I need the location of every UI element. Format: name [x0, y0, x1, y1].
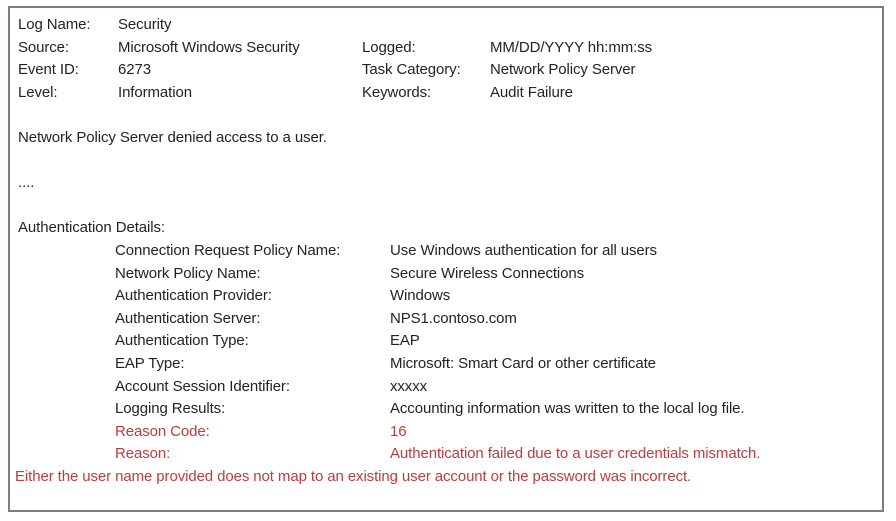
event-description: Network Policy Server denied access to a user. — [18, 128, 327, 146]
detail-row-connection-request-policy-name — [10, 240, 882, 263]
spacer — [10, 150, 882, 173]
detail-row-eap-type — [10, 353, 882, 376]
detail-value: Microsoft: Smart Card or other certificate — [390, 354, 656, 372]
task-category-value: Network Policy Server — [490, 61, 636, 79]
detail-label: Reason: — [115, 445, 171, 463]
header-empty-label — [362, 14, 490, 37]
keywords-label: Keywords: — [362, 83, 432, 101]
detail-label: EAP Type: — [115, 354, 185, 372]
keywords-value: Audit Failure — [490, 83, 573, 101]
detail-value: Accounting information was written to the local log file. — [390, 400, 745, 418]
header-empty-value — [490, 14, 882, 37]
detail-row-logging-results — [10, 398, 882, 421]
detail-row-authentication-server — [10, 308, 882, 331]
logged-value: MM/DD/YYYY hh:mm:ss — [490, 38, 653, 56]
detail-row-reason-code — [10, 421, 882, 444]
task-category-label: Task Category: — [362, 61, 461, 79]
detail-label: Account Session Identifier: — [115, 377, 290, 395]
detail-label: Network Policy Name: — [115, 264, 261, 282]
source-value: Microsoft Windows Security — [118, 38, 300, 56]
header-row-source — [10, 37, 882, 60]
event-id-label: Event ID: — [18, 61, 79, 79]
detail-row-authentication-type — [10, 330, 882, 353]
level-value: Information — [118, 83, 192, 101]
spacer — [10, 104, 882, 127]
detail-row-network-policy-name — [10, 263, 882, 286]
detail-value: Use Windows authentication for all users — [390, 241, 657, 259]
detail-value: NPS1.contoso.com — [390, 309, 517, 327]
event-id-value: 6273 — [118, 61, 151, 79]
detail-value: Windows — [390, 287, 451, 305]
detail-row-authentication-provider — [10, 285, 882, 308]
event-log-content — [10, 8, 882, 488]
header-row-log-name — [10, 14, 882, 37]
detail-label: Logging Results: — [115, 400, 226, 418]
reason-footnote: Either the user name provided does not map to an existing user account or the password was incorrect. — [15, 467, 692, 485]
detail-label: Authentication Type: — [115, 332, 249, 350]
log-name-value: Security — [118, 16, 172, 33]
logged-label: Logged: — [362, 38, 416, 56]
detail-value: EAP — [390, 332, 420, 350]
detail-row-account-session-identifier — [10, 376, 882, 399]
detail-label: Connection Request Policy Name: — [115, 241, 341, 259]
detail-label: Authentication Provider: — [115, 287, 272, 305]
spacer — [10, 195, 882, 218]
log-name-label: Log Name: — [18, 16, 91, 33]
header-row-event-id — [10, 59, 882, 82]
detail-value: xxxxx — [390, 377, 428, 395]
header-row-level — [10, 82, 882, 105]
event-log-panel — [8, 6, 884, 512]
level-label: Level: — [18, 83, 58, 101]
detail-value: Authentication failed due to a user credentials mismatch. — [390, 445, 761, 463]
auth-details-heading: Authentication Details: — [18, 219, 165, 237]
detail-value: 16 — [390, 422, 407, 440]
detail-value: Secure Wireless Connections — [390, 264, 585, 282]
detail-label: Authentication Server: — [115, 309, 261, 327]
ellipsis-text: .... — [18, 174, 35, 192]
detail-row-reason — [10, 443, 882, 466]
detail-label: Reason Code: — [115, 422, 210, 440]
source-label: Source: — [18, 38, 69, 56]
